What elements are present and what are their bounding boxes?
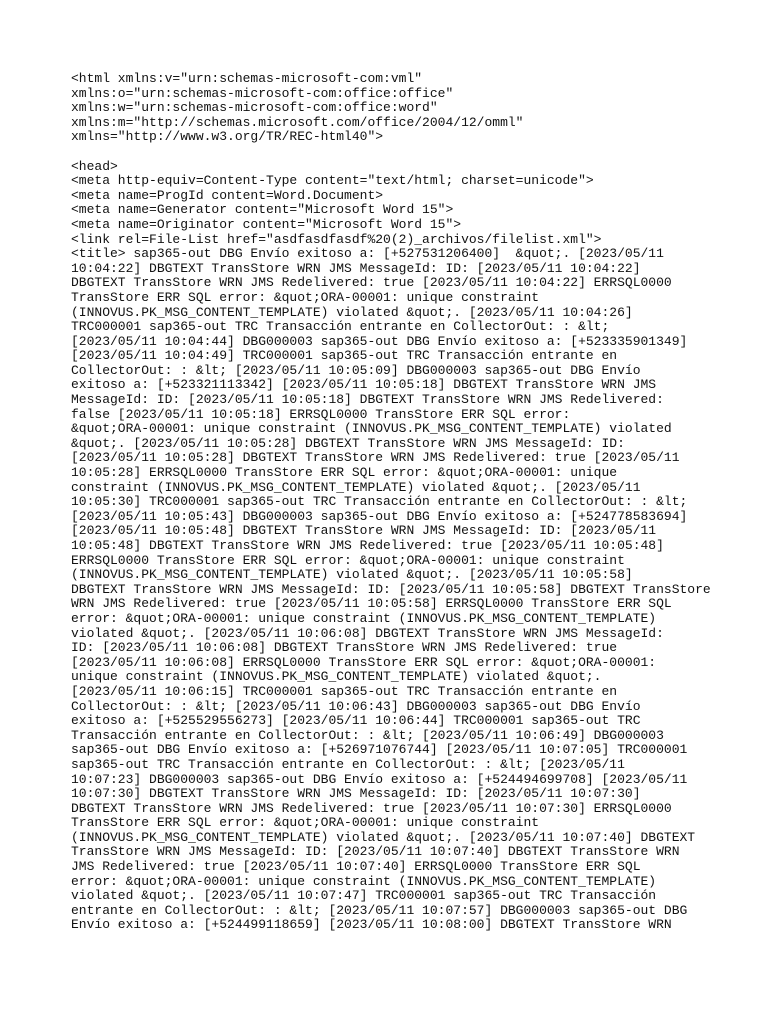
text-line: 10:05:30] TRC000001 sap365-out TRC Transacción entrante en CollectorOut: : &lt;	[71, 494, 688, 510]
text-line: CollectorOut: : &lt; [2023/05/11 10:06:43] DBG000003 sap365-out DBG Envío	[71, 698, 641, 714]
text-line: TRC000001 sap365-out TRC Transacción entrante en CollectorOut: : &lt;	[71, 319, 610, 335]
text-line: ERRSQL0000 TransStore ERR SQL error: &quot;ORA-00001: unique constraint	[71, 552, 625, 568]
text-line: 10:05:28] ERRSQL0000 TransStore ERR SQL error: &quot;ORA-00001: unique	[71, 465, 618, 481]
text-line: false [2023/05/11 10:05:18] ERRSQL0000 TransStore ERR SQL error:	[71, 406, 571, 422]
text-line	[71, 145, 711, 160]
text-line: error: &quot;ORA-00001: unique constraint (INNOVUS.PK_MSG_CONTENT_TEMPLATE)	[71, 610, 657, 626]
text-line: unique constraint (INNOVUS.PK_MSG_CONTENT_TEMPLATE) violated &quot;.	[71, 669, 602, 685]
text-line: constraint (INNOVUS.PK_MSG_CONTENT_TEMPLATE) violated &quot;. [2023/05/11	[71, 479, 641, 495]
text-line: DBGTEXT TransStore WRN JMS Redelivered: true [2023/05/11 10:07:30] ERRSQL0000	[71, 800, 672, 816]
text-line: (INNOVUS.PK_MSG_CONTENT_TEMPLATE) violated &quot;. [2023/05/11 10:04:26]	[71, 304, 633, 320]
text-line: sap365-out DBG Envío exitoso a: [+526971076744] [2023/05/11 10:07:05] TRC000001	[71, 742, 688, 758]
text-line: 10:05:48] DBGTEXT TransStore WRN JMS Redelivered: true [2023/05/11 10:05:48]	[71, 538, 664, 553]
text-line: Transacción entrante en CollectorOut: : &lt; [2023/05/11 10:06:49] DBG000003	[71, 727, 664, 743]
text-line: entrante en CollectorOut: : &lt; [2023/05/11 10:07:57] DBG000003 sap365-out DBG	[71, 902, 688, 918]
text-line: &quot;ORA-00001: unique constraint (INNOVUS.PK_MSG_CONTENT_TEMPLATE) violated	[71, 421, 672, 437]
text-line: violated &quot;. [2023/05/11 10:07:47] TRC000001 sap365-out TRC Transacción	[71, 888, 657, 904]
text-line: xmlns:m="http://schemas.microsoft.com/office/2004/12/omml"	[71, 114, 524, 130]
text-line: TransStore WRN JMS MessageId: ID: [2023/05/11 10:07:40] DBGTEXT TransStore WRN	[71, 844, 680, 860]
text-line: [2023/05/11 10:05:43] DBG000003 sap365-out DBG Envío exitoso a: [+524778583694]	[71, 508, 688, 524]
text-line: <meta name=ProgId content=Word.Document>	[71, 187, 384, 203]
text-line: <meta name=Originator content="Microsoft Word 15">	[71, 216, 462, 232]
text-line: error: &quot;ORA-00001: unique constraint (INNOVUS.PK_MSG_CONTENT_TEMPLATE)	[71, 873, 657, 889]
text-line: 10:04:22] DBGTEXT TransStore WRN JMS MessageId: ID: [2023/05/11 10:04:22]	[71, 260, 641, 276]
text-line: 10:07:30] DBGTEXT TransStore WRN JMS MessageId: ID: [2023/05/11 10:07:30]	[71, 786, 641, 802]
text-line: TransStore ERR SQL error: &quot;ORA-00001: unique constraint	[71, 815, 540, 831]
text-line: [2023/05/11 10:05:28] DBGTEXT TransStore WRN JMS Redelivered: true [2023/05/11	[71, 450, 680, 466]
text-line: ID: [2023/05/11 10:06:08] DBGTEXT TransStore WRN JMS Redelivered: true	[71, 640, 618, 656]
text-line: exitoso a: [+523321113342] [2023/05/11 10:05:18] DBGTEXT TransStore WRN JMS	[71, 377, 657, 393]
text-line: <title> sap365-out DBG Envío exitoso a: [+527531206400] &quot;. [2023/05/11	[71, 246, 664, 262]
text-line: Envío exitoso a: [+524499118659] [2023/05/11 10:08:00] DBGTEXT TransStore WRN	[71, 917, 672, 933]
text-line: DBGTEXT TransStore WRN JMS Redelivered: true [2023/05/11 10:04:22] ERRSQL0000	[71, 275, 672, 291]
text-line: TransStore ERR SQL error: &quot;ORA-00001: unique constraint	[71, 289, 540, 305]
text-line: <link rel=File-List href="asdfasdfasdf%20(2)_archivos/filelist.xml">	[71, 231, 602, 247]
text-line: [2023/05/11 10:06:15] TRC000001 sap365-out TRC Transacción entrante en	[71, 683, 618, 699]
document-text	[71, 72, 711, 933]
text-line: [2023/05/11 10:05:48] DBGTEXT TransStore WRN JMS MessageId: ID: [2023/05/11	[71, 523, 657, 539]
text-line: JMS Redelivered: true [2023/05/11 10:07:40] ERRSQL0000 TransStore ERR SQL	[71, 859, 641, 875]
text-line: sap365-out TRC Transacción entrante en CollectorOut: : &lt; [2023/05/11	[71, 756, 625, 772]
text-line: [2023/05/11 10:04:49] TRC000001 sap365-out TRC Transacción entrante en	[71, 348, 618, 364]
text-line: CollectorOut: : &lt; [2023/05/11 10:05:09] DBG000003 sap365-out DBG Envío	[71, 362, 641, 378]
text-line: <meta http-equiv=Content-Type content="text/html; charset=unicode">	[71, 173, 594, 189]
text-line: 10:07:23] DBG000003 sap365-out DBG Envío exitoso a: [+524494699708] [2023/05/11	[71, 771, 688, 787]
text-line: DBGTEXT TransStore WRN JMS MessageId: ID: [2023/05/11 10:05:58] DBGTEXT TransStore	[71, 581, 711, 597]
text-line: <html xmlns:v="urn:schemas-microsoft-com:vml"	[71, 71, 423, 86]
text-line: (INNOVUS.PK_MSG_CONTENT_TEMPLATE) violated &quot;. [2023/05/11 10:07:40] DBGTEXT	[71, 829, 696, 845]
text-line: xmlns:o="urn:schemas-microsoft-com:office:office"	[71, 85, 454, 101]
text-line: (INNOVUS.PK_MSG_CONTENT_TEMPLATE) violated &quot;. [2023/05/11 10:05:58]	[71, 567, 633, 583]
text-line: violated &quot;. [2023/05/11 10:06:08] DBGTEXT TransStore WRN JMS MessageId:	[71, 625, 664, 641]
text-line: &quot;. [2023/05/11 10:05:28] DBGTEXT TransStore WRN JMS MessageId: ID:	[71, 435, 625, 451]
text-line: xmlns="http://www.w3.org/TR/REC-html40">	[71, 129, 384, 145]
text-line: xmlns:w="urn:schemas-microsoft-com:office:word"	[71, 100, 438, 116]
text-line: exitoso a: [+525529556273] [2023/05/11 10:06:44] TRC000001 sap365-out TRC	[71, 713, 641, 729]
text-line: [2023/05/11 10:04:44] DBG000003 sap365-out DBG Envío exitoso a: [+523335901349]	[71, 333, 688, 349]
text-line: <head>	[71, 158, 118, 174]
text-line: MessageId: ID: [2023/05/11 10:05:18] DBGTEXT TransStore WRN JMS Redelivered:	[71, 392, 664, 408]
text-line: WRN JMS Redelivered: true [2023/05/11 10:05:58] ERRSQL0000 TransStore ERR SQL	[71, 596, 672, 612]
text-line: <meta name=Generator content="Microsoft Word 15">	[71, 202, 454, 218]
text-line: [2023/05/11 10:06:08] ERRSQL0000 TransStore ERR SQL error: &quot;ORA-00001:	[71, 654, 657, 670]
